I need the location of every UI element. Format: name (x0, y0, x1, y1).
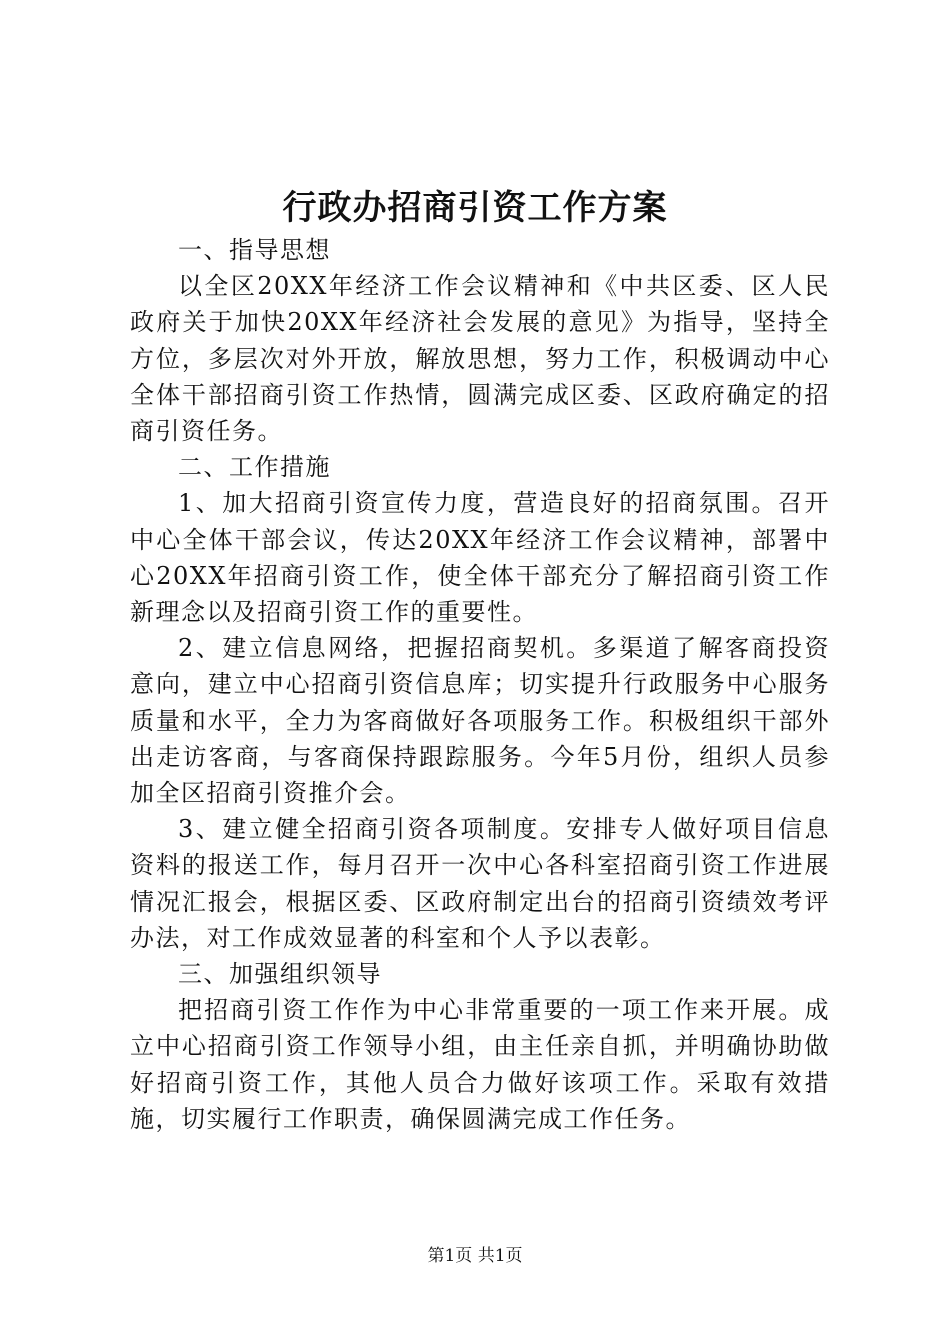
paragraph-measure-3: 3、建立健全招商引资各项制度。安排专人做好项目信息资料的报送工作，每月召开一次中心各科室招商引资工作进展情况汇报会，根据区委、区政府制定出台的招商引资绩效考评办法，对工作成效显著的科室和个人予以表彰。 (130, 815, 830, 952)
document-body (130, 232, 830, 1137)
paragraph-guiding-ideology: 以全区20XX年经济工作会议精神和《中共区委、区人民政府关于加快20XX年经济社会发展的意见》为指导，坚持全方位，多层次对外开放，解放思想，努力工作，积极调动中心全体干部招商引资工作热情，圆满完成区委、区政府确定的招商引资任务。 (130, 272, 830, 446)
section-heading-leadership: 三、加强组织领导 (178, 960, 382, 989)
paragraph-leadership: 把招商引资工作作为中心非常重要的一项工作来开展。成立中心招商引资工作领导小组，由主任亲自抓，并明确协助做好招商引资工作，其他人员合力做好该项工作。采取有效措施，切实履行工作职责，确保圆满完成工作任务。 (130, 996, 830, 1133)
document-title: 行政办招商引资工作方案 (282, 188, 668, 228)
section-heading-work-measures: 二、工作措施 (178, 453, 331, 482)
paragraph-measure-1: 1、加大招商引资宣传力度，营造良好的招商氛围。召开中心全体干部会议，传达20XX年经济工作会议精神，部署中心20XX年招商引资工作，使全体干部充分了解招商引资工作新理念以及招商引资工作的重要性。 (130, 489, 830, 627)
paragraph-measure-2: 2、建立信息网络，把握招商契机。多渠道了解客商投资意向，建立中心招商引资信息库；切实提升行政服务中心服务质量和水平，全力为客商做好各项服务工作。积极组织干部外出走访客商，与客商保持跟踪服务。今年5月份，组织人员参加全区招商引资推介会。 (130, 634, 830, 808)
section-heading-guiding-ideology: 一、指导思想 (178, 236, 331, 264)
page-footer: 第1页 共1页 (427, 1246, 523, 1266)
